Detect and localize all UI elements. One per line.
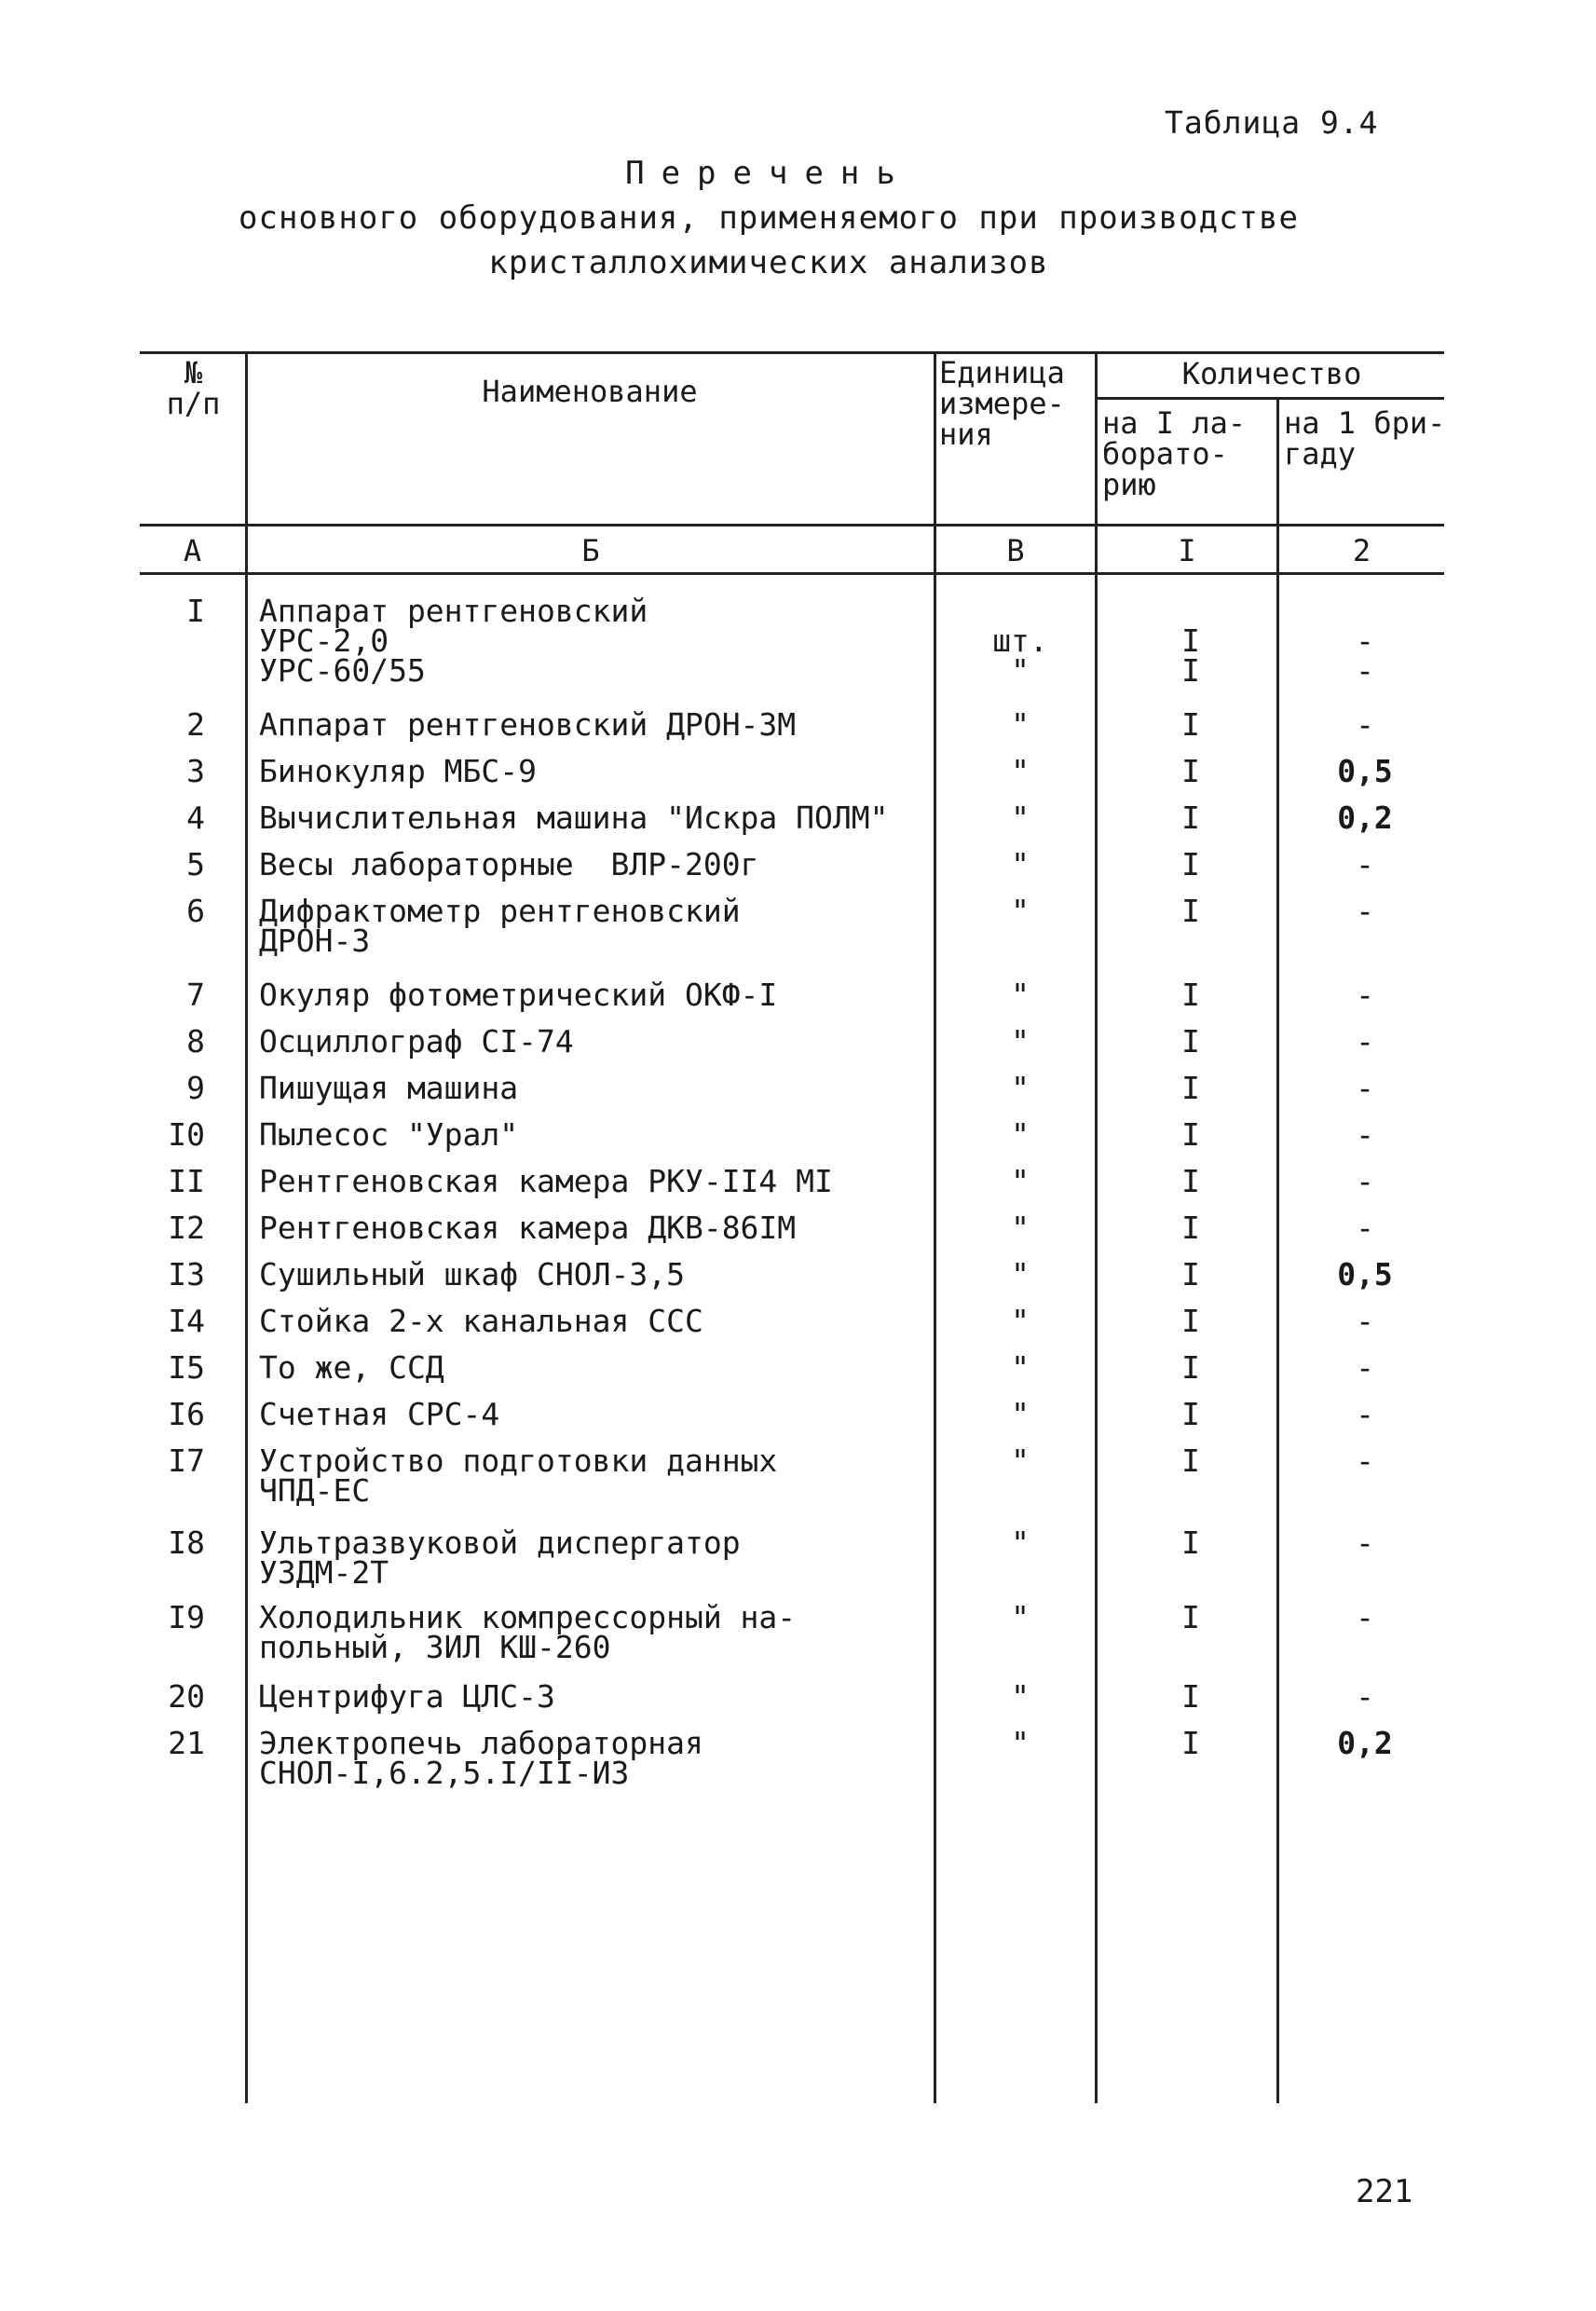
page-number: 221 xyxy=(1356,2173,1413,2210)
quantity-per-brigade: - xyxy=(1356,1163,1374,1199)
quantity-per-brigade: - xyxy=(1356,1443,1374,1479)
equipment-name: Аппарат рентгеновский ДРОН-3М xyxy=(259,706,797,743)
quantity-per-lab: I xyxy=(1181,1349,1200,1386)
quantity-per-brigade: - xyxy=(1356,977,1374,1013)
row-number: I6 xyxy=(168,1396,205,1432)
quantity-per-lab: I xyxy=(1181,1116,1200,1153)
row-number: 6 xyxy=(186,893,205,929)
quantity-per-brigade: - xyxy=(1356,1023,1374,1060)
row-number: 4 xyxy=(186,800,205,836)
quantity-per-lab: I xyxy=(1181,893,1200,929)
equipment-name: Аппарат рентгеновский УРС-2,0 УРС-60/55 xyxy=(259,593,648,689)
quantity-per-brigade: - xyxy=(1356,1349,1374,1386)
row-number: II xyxy=(168,1163,205,1199)
equipment-name: Рентгеновская камера РКУ-II4 МI xyxy=(259,1163,833,1199)
equipment-name: Осциллограф СI-74 xyxy=(259,1023,574,1060)
col-letter-v: В xyxy=(1006,533,1025,568)
quantity-per-brigade: - - xyxy=(1356,622,1374,689)
equipment-name: Вычислительная машина "Искра ПОЛМ" xyxy=(259,800,889,836)
quantity-per-brigade: 0,2 xyxy=(1337,1725,1393,1761)
quantity-per-brigade: - xyxy=(1356,1678,1374,1715)
row-number: 5 xyxy=(186,846,205,882)
quantity-per-lab: I xyxy=(1181,1599,1200,1635)
quantity-per-lab: I xyxy=(1181,1443,1200,1479)
row-number: I0 xyxy=(168,1116,205,1153)
equipment-name: Ультразвуковой диспергатор УЗДМ-2Т xyxy=(259,1525,741,1591)
quantity-per-brigade: 0,5 xyxy=(1337,753,1393,789)
col-rule-2 xyxy=(934,351,936,2103)
unit-of-measure: " xyxy=(1011,1303,1030,1339)
equipment-name: То же, ССД xyxy=(259,1349,444,1386)
row-number: I xyxy=(186,593,205,629)
equipment-name: Окуляр фотометрический ОКФ-I xyxy=(259,977,778,1013)
unit-of-measure: " xyxy=(1011,1725,1030,1761)
quantity-header-rule xyxy=(1098,397,1444,400)
header-num: № п/п xyxy=(166,355,221,421)
row-number: 2 xyxy=(186,706,205,743)
equipment-name: Рентгеновская камера ДКВ-86IМ xyxy=(259,1210,797,1246)
row-number: I9 xyxy=(168,1599,205,1635)
table-top-rule xyxy=(140,351,1444,354)
title-main: Перечень xyxy=(625,155,912,192)
row-number: 3 xyxy=(186,753,205,789)
title-line-3: кристаллохимических анализов xyxy=(488,244,1049,281)
col-rule-1 xyxy=(245,351,248,2103)
col-letter-a: А xyxy=(183,533,202,568)
quantity-per-lab: I xyxy=(1181,753,1200,789)
row-number: I8 xyxy=(168,1525,205,1561)
unit-of-measure: " xyxy=(1011,1525,1030,1561)
equipment-name: Пишущая машина xyxy=(259,1070,519,1106)
quantity-per-lab: I xyxy=(1181,706,1200,743)
quantity-per-lab: I xyxy=(1181,1070,1200,1106)
quantity-per-lab: I xyxy=(1181,1210,1200,1246)
equipment-name: Холодильник компрессорный на- польный, ЗИЛ КШ-260 xyxy=(259,1599,797,1665)
equipment-name: Стойка 2-х канальная ССС xyxy=(259,1303,703,1339)
quantity-per-brigade: 0,5 xyxy=(1337,1256,1393,1292)
quantity-per-lab: I xyxy=(1181,1163,1200,1199)
unit-of-measure: " xyxy=(1011,846,1030,882)
equipment-name: Центрифуга ЦЛС-3 xyxy=(259,1678,555,1715)
unit-of-measure: " xyxy=(1011,977,1030,1013)
header-bottom-rule xyxy=(140,524,1444,526)
unit-of-measure: " xyxy=(1011,1599,1030,1635)
quantity-per-lab: I xyxy=(1181,977,1200,1013)
quantity-per-brigade: - xyxy=(1356,1599,1374,1635)
quantity-per-brigade: - xyxy=(1356,1210,1374,1246)
quantity-per-lab: I xyxy=(1181,1678,1200,1715)
unit-of-measure: " xyxy=(1011,706,1030,743)
header-per-lab: на I ла- борато- рию xyxy=(1102,405,1247,502)
header-quantity: Количество xyxy=(1181,356,1362,391)
unit-of-measure: " xyxy=(1011,893,1030,929)
quantity-per-lab: I xyxy=(1181,1525,1200,1561)
row-number: 20 xyxy=(168,1678,205,1715)
unit-of-measure: " xyxy=(1011,1023,1030,1060)
col-letter-2: 2 xyxy=(1352,533,1371,568)
unit-of-measure: шт. " xyxy=(992,622,1048,689)
equipment-name: Устройство подготовки данных ЧПД-ЕС xyxy=(259,1443,778,1509)
equipment-name: Дифрактометр рентгеновский ДРОН-3 xyxy=(259,893,741,959)
row-number: 8 xyxy=(186,1023,205,1060)
col-letter-b: Б xyxy=(581,533,600,568)
equipment-name: Счетная СРС-4 xyxy=(259,1396,500,1432)
unit-of-measure: " xyxy=(1011,1443,1030,1479)
quantity-per-brigade: - xyxy=(1356,846,1374,882)
quantity-per-brigade: - xyxy=(1356,706,1374,743)
quantity-per-lab: I xyxy=(1181,800,1200,836)
header-name: Наименование xyxy=(482,374,698,409)
header-unit: Единица измере- ния xyxy=(939,355,1065,452)
unit-of-measure: " xyxy=(1011,800,1030,836)
quantity-per-brigade: - xyxy=(1356,1396,1374,1432)
table-label: Таблица 9.4 xyxy=(1165,104,1379,141)
equipment-name: Бинокуляр МБС-9 xyxy=(259,753,538,789)
col-letter-1: I xyxy=(1178,533,1196,568)
equipment-name: Электропечь лабораторная СНОЛ-I,6.2,5.I/II-ИЗ xyxy=(259,1725,703,1791)
row-number: I7 xyxy=(168,1443,205,1479)
unit-of-measure: " xyxy=(1011,1396,1030,1432)
unit-of-measure: " xyxy=(1011,1678,1030,1715)
quantity-per-lab: I xyxy=(1181,1023,1200,1060)
equipment-name: Сушильный шкаф СНОЛ-3,5 xyxy=(259,1256,685,1292)
unit-of-measure: " xyxy=(1011,1349,1030,1386)
unit-of-measure: " xyxy=(1011,1210,1030,1246)
quantity-per-brigade: - xyxy=(1356,1525,1374,1561)
quantity-per-brigade: - xyxy=(1356,1116,1374,1153)
quantity-per-brigade: 0,2 xyxy=(1337,800,1393,836)
unit-of-measure: " xyxy=(1011,753,1030,789)
letters-bottom-rule xyxy=(140,572,1444,575)
row-number: 9 xyxy=(186,1070,205,1106)
quantity-per-brigade: - xyxy=(1356,1070,1374,1106)
unit-of-measure: " xyxy=(1011,1256,1030,1292)
quantity-per-lab: I xyxy=(1181,1303,1200,1339)
row-number: I4 xyxy=(168,1303,205,1339)
title-block xyxy=(186,151,1351,285)
unit-of-measure: " xyxy=(1011,1116,1030,1153)
quantity-per-lab: I xyxy=(1181,1256,1200,1292)
header-per-brigade: на 1 бри- гаду xyxy=(1284,405,1446,472)
quantity-per-lab: I I xyxy=(1181,622,1200,689)
row-number: 7 xyxy=(186,977,205,1013)
quantity-per-lab: I xyxy=(1181,846,1200,882)
unit-of-measure: " xyxy=(1011,1163,1030,1199)
quantity-per-brigade: - xyxy=(1356,1303,1374,1339)
row-number: I3 xyxy=(168,1256,205,1292)
quantity-per-brigade: - xyxy=(1356,893,1374,929)
equipment-name: Пылесос "Урал" xyxy=(259,1116,519,1153)
quantity-per-lab: I xyxy=(1181,1396,1200,1432)
unit-of-measure: " xyxy=(1011,1070,1030,1106)
quantity-per-lab: I xyxy=(1181,1725,1200,1761)
title-line-2: основного оборудования, применяемого при производстве xyxy=(239,199,1299,237)
row-number: I5 xyxy=(168,1349,205,1386)
row-number: I2 xyxy=(168,1210,205,1246)
row-number: 21 xyxy=(168,1725,205,1761)
equipment-name: Весы лабораторные ВЛР-200г xyxy=(259,846,759,882)
